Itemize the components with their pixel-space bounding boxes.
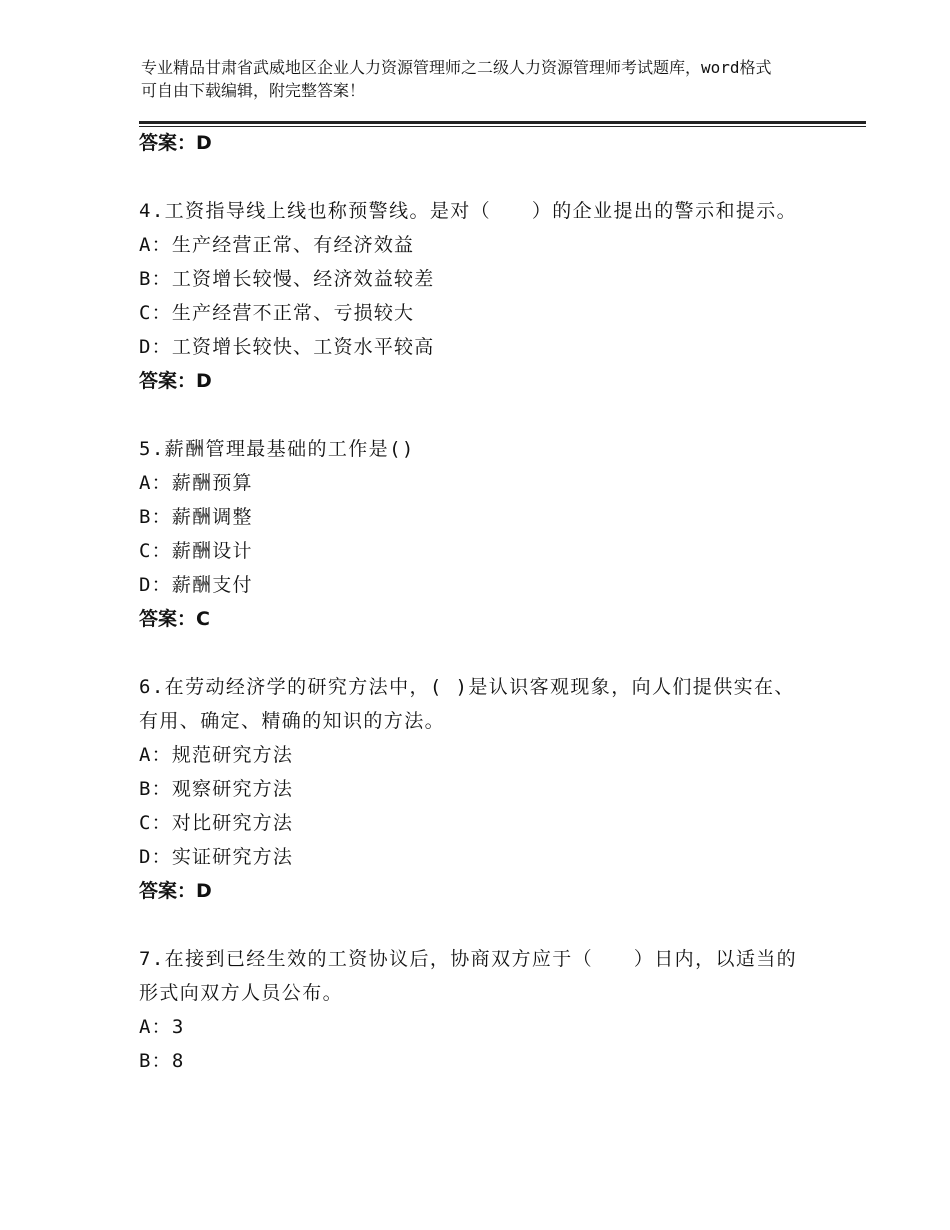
answer-line: 答案：D — [139, 880, 212, 902]
option-a: A：规范研究方法 — [139, 744, 294, 766]
option-d: D：工资增长较快、工资水平较高 — [139, 336, 435, 358]
question-text: 7.在接到已经生效的工资协议后，协商双方应于（ ）日内，以适当的形式向双方人员公布。 — [139, 948, 798, 1004]
option-b: B：8 — [139, 1050, 185, 1072]
header-divider-thick — [139, 121, 866, 124]
option-b: B：工资增长较慢、经济效益较差 — [139, 268, 435, 290]
option-c: C：对比研究方法 — [139, 812, 294, 834]
answer-line: 答案：C — [139, 608, 210, 630]
question-4 — [139, 194, 809, 398]
answer-line: 答案：D — [139, 370, 212, 392]
option-a: A：薪酬预算 — [139, 472, 253, 494]
option-d: D：薪酬支付 — [139, 574, 253, 596]
option-c: C：生产经营不正常、亏损较大 — [139, 302, 415, 324]
question-6 — [139, 670, 809, 908]
document-header — [141, 56, 781, 102]
question-text: 4.工资指导线上线也称预警线。是对（ ）的企业提出的警示和提示。 — [139, 200, 798, 222]
option-d: D：实证研究方法 — [139, 846, 294, 868]
question-7 — [139, 942, 809, 1078]
document-body — [139, 126, 809, 1078]
option-c: C：薪酬设计 — [139, 540, 253, 562]
question-5 — [139, 432, 809, 636]
question-text: 5.薪酬管理最基础的工作是() — [139, 438, 415, 460]
option-b: B：观察研究方法 — [139, 778, 294, 800]
option-a: A：生产经营正常、有经济效益 — [139, 234, 415, 256]
question-text: 6.在劳动经济学的研究方法中，( )是认识客观现象，向人们提供实在、有用、确定、精确的知识的方法。 — [139, 676, 795, 732]
answer-line: 答案：D — [139, 132, 212, 154]
option-b: B：薪酬调整 — [139, 506, 253, 528]
header-title: 专业精品甘肃省武威地区企业人力资源管理师之二级人力资源管理师考试题库，word格式可自由下载编辑，附完整答案！ — [141, 58, 772, 100]
option-a: A：3 — [139, 1016, 185, 1038]
